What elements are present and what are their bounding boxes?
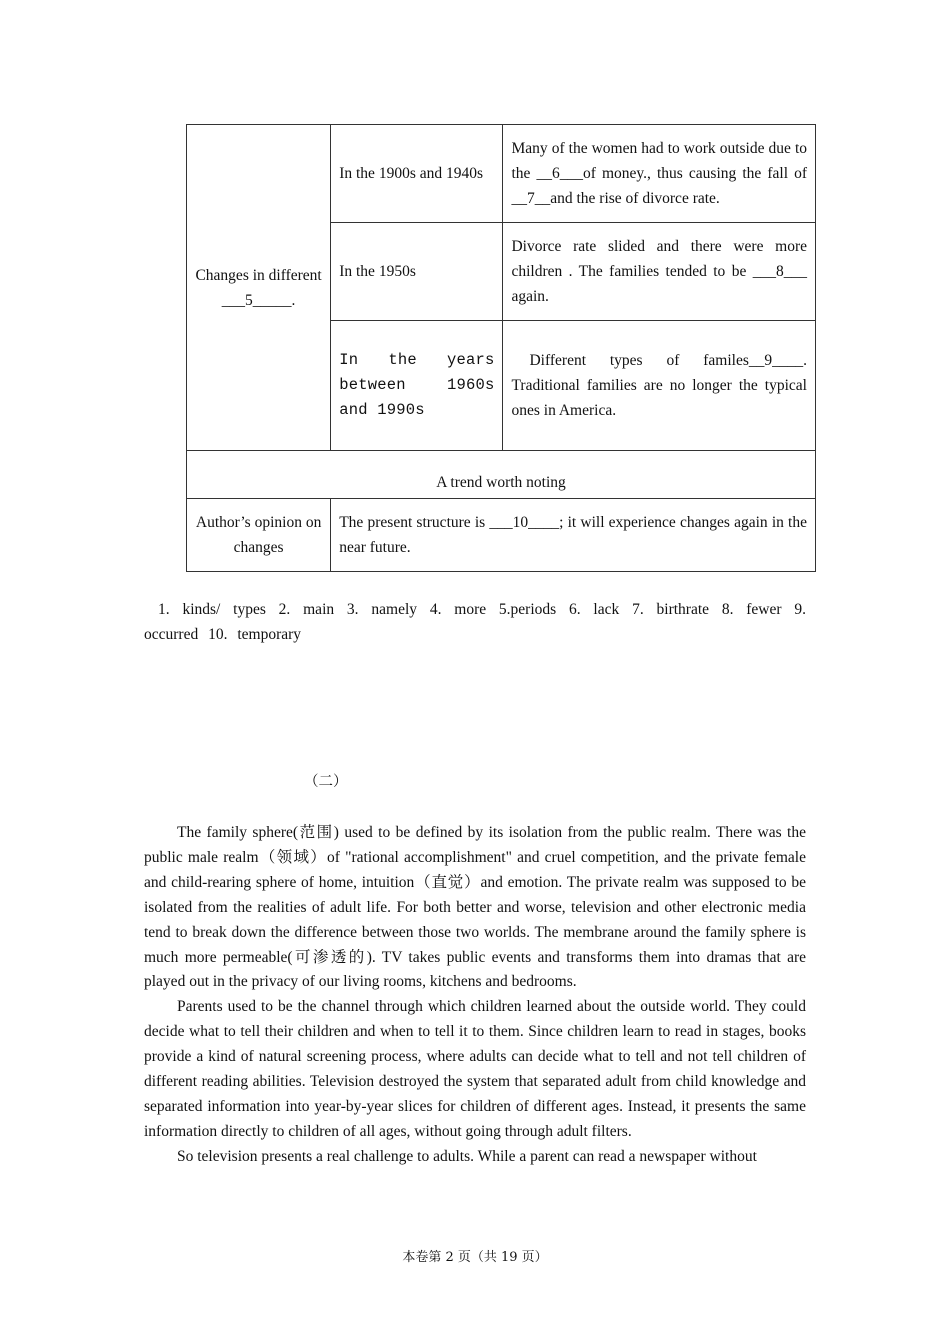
passage-paragraph: So television presents a real challenge to adults. While a parent can read a newspaper without — [177, 1147, 757, 1165]
period-cell: In the years between 1960s and 1990s — [331, 321, 503, 451]
detail-cell: Many of the women had to work outside due to the __6___of money., thus causing the fall of __7__and the rise of divorce rate. — [503, 125, 816, 223]
opinion-label-cell: Author’s opinion on changes — [187, 499, 331, 572]
opinion-text-cell: The present structure is ___10____; it will experience changes again in the near future. — [331, 499, 816, 572]
answer-key-text: 1. kinds/ types 2. main 3. namely 4. more 5.periods 6. lack 7. birthrate 8. fewer 9. occurred 10. temporary — [144, 601, 806, 643]
table-row — [187, 451, 816, 499]
page-footer: 本卷第 2 页（共 19 页） — [402, 1250, 548, 1265]
changes-label-cell: Changes in different ___5_____. — [187, 125, 331, 451]
answer-key — [144, 597, 806, 647]
table-row — [187, 125, 816, 223]
passage-paragraph: Parents used to be the channel through which children learned about the outside world. They could decide what to tell their children and when to tell it to them. Since children learn to read in stages, books provide a kind of natural screening process, where adults can decide what to tell and not tell children of different reading abilities. Television destroyed the system that separated adult from child knowledge and separated information into year-by-year slices for children of different ages. Instead, it presents the same information directly to children of all ages, without going through adult filters. — [144, 998, 806, 1140]
outline-table-container — [186, 124, 816, 572]
detail-cell: Divorce rate slided and there were more children . The families tended to be ___8___ again. — [503, 223, 816, 321]
passage-paragraph: The family sphere(范围) used to be defined by its isolation from the public realm. There was the public male realm（领域）of "rational accomplishment" and cruel competition, and the private female and child-rearing sphere of home, intuition（直觉）and emotion. The private realm was supposed to be isolated from the realities of adult life. For both better and worse, television and other electronic media tend to break down the difference between those two worlds. The membrane around the family sphere is much more permeable(可渗透的). TV takes public events and transforms them into dramas that are played out in the privacy of our living rooms, kitchens and bedrooms. — [144, 824, 806, 991]
period-cell: In the 1950s — [331, 223, 503, 321]
table-row — [187, 499, 816, 572]
section-label: （二） — [304, 774, 348, 790]
trend-label-cell: A trend worth noting — [187, 451, 816, 499]
reading-passage — [144, 821, 806, 1170]
detail-cell: Different types of familes__9____. Traditional families are no longer the typical ones in America. — [503, 321, 816, 451]
period-cell: In the 1900s and 1940s — [331, 125, 503, 223]
outline-table — [186, 124, 816, 572]
